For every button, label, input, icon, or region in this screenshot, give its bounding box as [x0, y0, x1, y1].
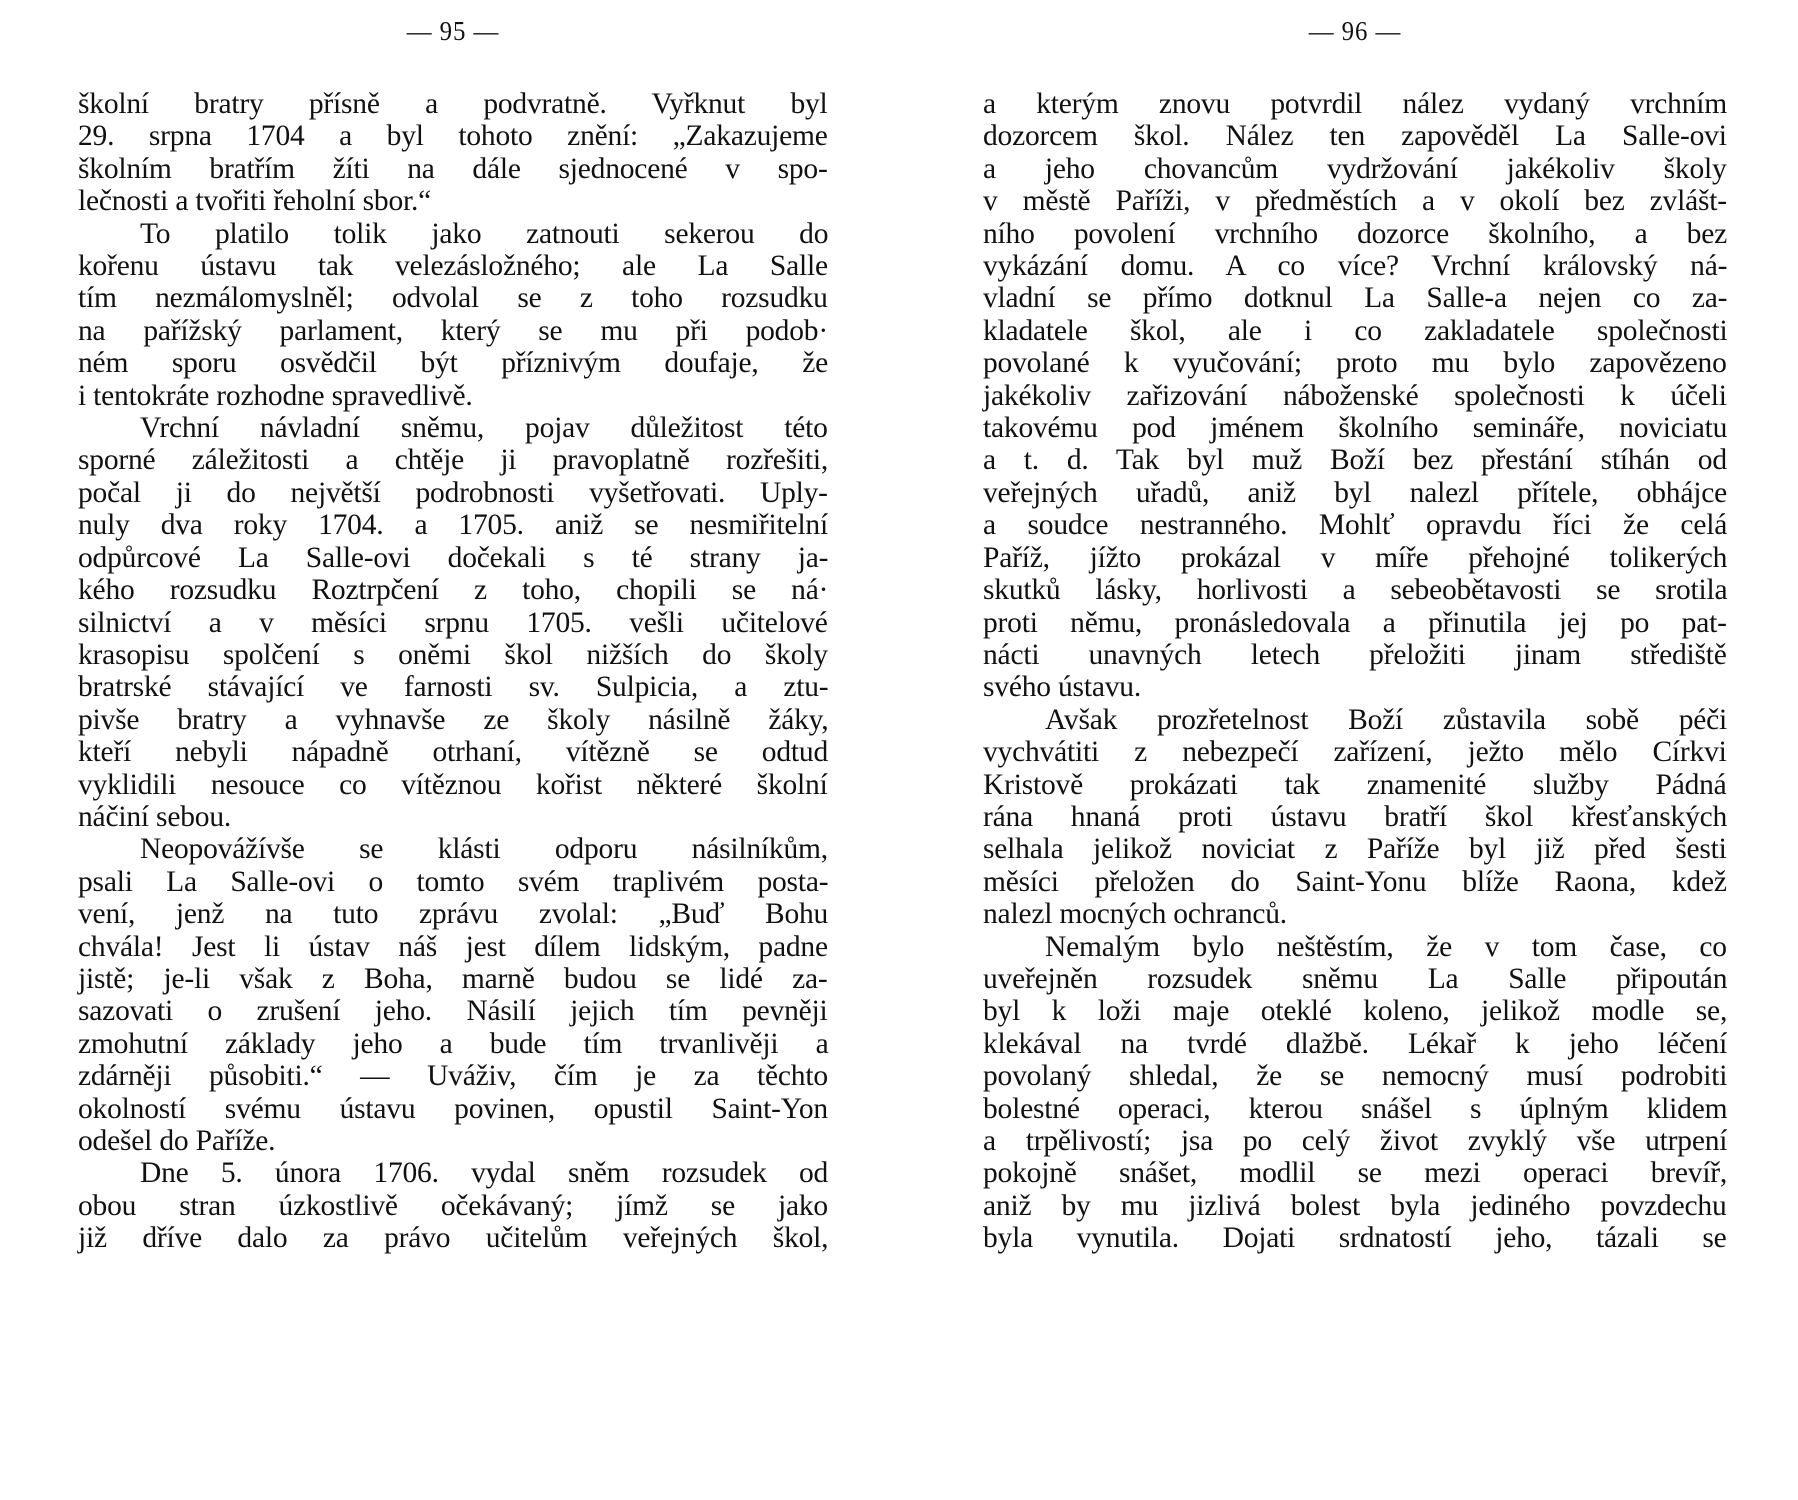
- text-line: chvála! Jest li ústav náš jest dílem lidským, padne: [78, 930, 828, 963]
- text-line: Dne 5. února 1706. vydal sněm rozsudek od: [140, 1157, 829, 1190]
- text-line: selhala jelikož noviciat z Paříže byl již před šesti: [983, 833, 1727, 866]
- text-line: bratrské stávající ve farnosti sv. Sulpicia, a ztu-: [78, 671, 829, 704]
- text-line: klekával na tvrdé dlažbě. Lékař k jeho léčení: [983, 1027, 1728, 1060]
- text-line: vení, jenž na tuto zprávu zvolal: „Buď Bohu: [78, 898, 829, 931]
- text-line: 29. srpna 1704 a byl tohoto znění: „Zakazujeme: [78, 120, 828, 153]
- page-number: — 96 —: [1308, 16, 1402, 46]
- page-body: [983, 88, 1727, 1255]
- text-line: odpůrcové La Salle-ovi dočekali s té strany ja-: [78, 541, 829, 574]
- text-line: počal ji do největší podrobnosti vyšetřovati. Uply-: [78, 476, 828, 509]
- text-line: sazovati o zrušení jeho. Násilí jejich tím pevněji: [78, 995, 828, 1028]
- text-line: školní bratry přísně a podvratně. Vyřknut byl: [78, 88, 828, 120]
- text-line: vykázání domu. A co více? Vrchní královský ná-: [983, 250, 1728, 283]
- text-line: pokojně snášet, modlil se mezi operaci brevíř,: [983, 1157, 1728, 1190]
- text-line: na pařížský parlament, který se mu při podob·: [78, 314, 828, 347]
- text-line: Paříž, jížto prokázal v míře přehojné tolikerých: [983, 541, 1728, 574]
- text-line: ném sporu osvědčil být příznivým doufaje, že: [78, 347, 829, 380]
- text-line: kořenu ústavu tak velezásložného; ale La Salle: [78, 250, 828, 283]
- text-line: a soudce nestranného. Mohlť opravdu říci že celá: [983, 509, 1728, 542]
- text-line: již dříve dalo za právo učitelům veřejných škol,: [78, 1222, 829, 1255]
- text-line: kteří nebyli nápadně otrhaní, vítězně se odtud: [78, 736, 829, 769]
- text-line: skutků lásky, horlivosti a sebeobětavosti se srotila: [983, 574, 1728, 607]
- text-line: vychvátiti z nebezpečí zařízení, ježto mělo Církvi: [983, 736, 1727, 769]
- text-line: lečnosti a tvořiti řeholní sbor.“: [78, 185, 432, 218]
- text-line: nalezl mocných ochranců.: [983, 898, 1287, 931]
- text-line: veřejných uřadů, aniž byl nalezl přítele, obhájce: [983, 476, 1727, 509]
- text-line: nuly dva roky 1704. a 1705. aniž se nesmiřitelní: [78, 509, 828, 542]
- text-line: obou stran úzkostlivě očekávaný; jímž se jako: [78, 1189, 828, 1222]
- text-line: To platilo tolik jako zatnouti sekerou do: [140, 217, 829, 250]
- text-line: kého rozsudku Roztrpčení z toho, chopili se ná·: [78, 574, 829, 607]
- text-line: měsíci přeložen do Saint-Yonu blíže Raona, kdež: [983, 865, 1727, 898]
- text-line: sporné záležitosti a chtěje ji pravoplatně rozřešiti,: [78, 444, 829, 477]
- text-line: a jeho chovancům vydržování jakékoliv školy: [983, 152, 1727, 185]
- text-line: vladní se přímo dotknul La Salle-a nejen co za-: [983, 282, 1728, 315]
- text-line: a kterým znovu potvrdil nález vydaný vrchním: [983, 88, 1727, 120]
- text-line: Avšak prozřetelnost Boží zůstavila sobě péči: [1045, 703, 1728, 736]
- text-line: vyklidili nesouce co vítěznou kořist některé školní: [78, 768, 828, 801]
- text-line: aniž by mu jizlivá bolest byla jediného povzdechu: [983, 1189, 1727, 1222]
- text-line: proti němu, pronásledovala a přinutila jej po pat-: [983, 606, 1727, 639]
- text-line: a trpělivostí; jsa po celý život zvyklý vše utrpení: [983, 1125, 1728, 1157]
- text-line: Nemalým bylo neštěstím, že v tom čase, co: [1045, 930, 1727, 963]
- text-line: jakékoliv zařizování náboženské společnosti k účeli: [983, 379, 1727, 412]
- text-line: pivše bratry a vyhnavše ze školy násilně žáky,: [78, 703, 829, 736]
- text-line: v městě Paříži, v předměstích a v okolí bez zvlášt-: [983, 185, 1727, 218]
- text-line: Vrchní návladní sněmu, pojav důležitost této: [140, 412, 828, 445]
- text-line: rána hnaná proti ústavu bratří škol křesťanských: [983, 800, 1728, 833]
- text-line: školním bratřím žíti na dále sjednocené v spo-: [78, 152, 828, 185]
- text-line: Kristově prokázati tak znamenité služby Pádná: [983, 768, 1727, 801]
- text-line: dozorcem škol. Nález ten zapověděl La Salle-ovi: [983, 120, 1727, 153]
- text-line: silnictví a v měsíci srpnu 1705. vešli učitelové: [78, 606, 828, 639]
- right-page: [983, 0, 1727, 1500]
- text-line: zdárněji působiti.“ — Uváživ, čím je za těchto: [78, 1060, 828, 1093]
- page-body: [78, 88, 828, 1255]
- text-line: uveřejněn rozsudek sněmu La Salle připoután: [983, 962, 1728, 995]
- text-line: náčiní sebou.: [78, 800, 232, 833]
- text-line: povolaný shledal, že se nemocný musí podrobiti: [983, 1060, 1728, 1093]
- text-line: povolané k vyučování; proto mu bylo zapovězeno: [983, 347, 1727, 380]
- text-line: ního povolení vrchního dozorce školního, a bez: [983, 217, 1727, 250]
- text-line: i tentokráte rozhodne spravedlivě.: [78, 379, 473, 412]
- text-line: a t. d. Tak byl muž Boží bez přestání stíhán od: [983, 444, 1727, 477]
- text-line: takovému pod jménem školního semináře, noviciatu: [983, 412, 1728, 445]
- text-line: psali La Salle-ovi o tomto svém traplivém posta-: [78, 865, 829, 898]
- text-line: svého ústavu.: [983, 671, 1141, 704]
- text-line: byla vynutila. Dojati srdnatostí jeho, tázali se: [983, 1222, 1727, 1255]
- text-line: odešel do Paříže.: [78, 1125, 276, 1157]
- text-line: tím nezmálomyslněl; odvolal se z toho rozsudku: [78, 282, 828, 315]
- text-line: Neopovážívše se klásti odporu násilníkům,: [140, 833, 828, 866]
- text-line: bolestné operaci, kterou snášel s úplným klidem: [983, 1092, 1728, 1125]
- text-line: nácti unavných letech přeložiti jinam střediště: [983, 638, 1727, 671]
- text-line: byl k loži maje oteklé koleno, jelikož modle se,: [983, 995, 1728, 1028]
- text-line: jistě; je-li však z Boha, marně budou se lidé za-: [78, 962, 828, 995]
- text-line: zmohutní základy jeho a bude tím trvanlivěji a: [78, 1027, 829, 1060]
- page-number: — 95 —: [406, 16, 500, 46]
- text-line: kladatele škol, ale i co zakladatele společnosti: [983, 314, 1728, 347]
- text-line: krasopisu spolčení s oněmi škol nižších do školy: [78, 638, 828, 671]
- text-line: okolností svému ústavu povinen, opustil Saint-Yon: [78, 1092, 828, 1125]
- left-page: [78, 0, 828, 1500]
